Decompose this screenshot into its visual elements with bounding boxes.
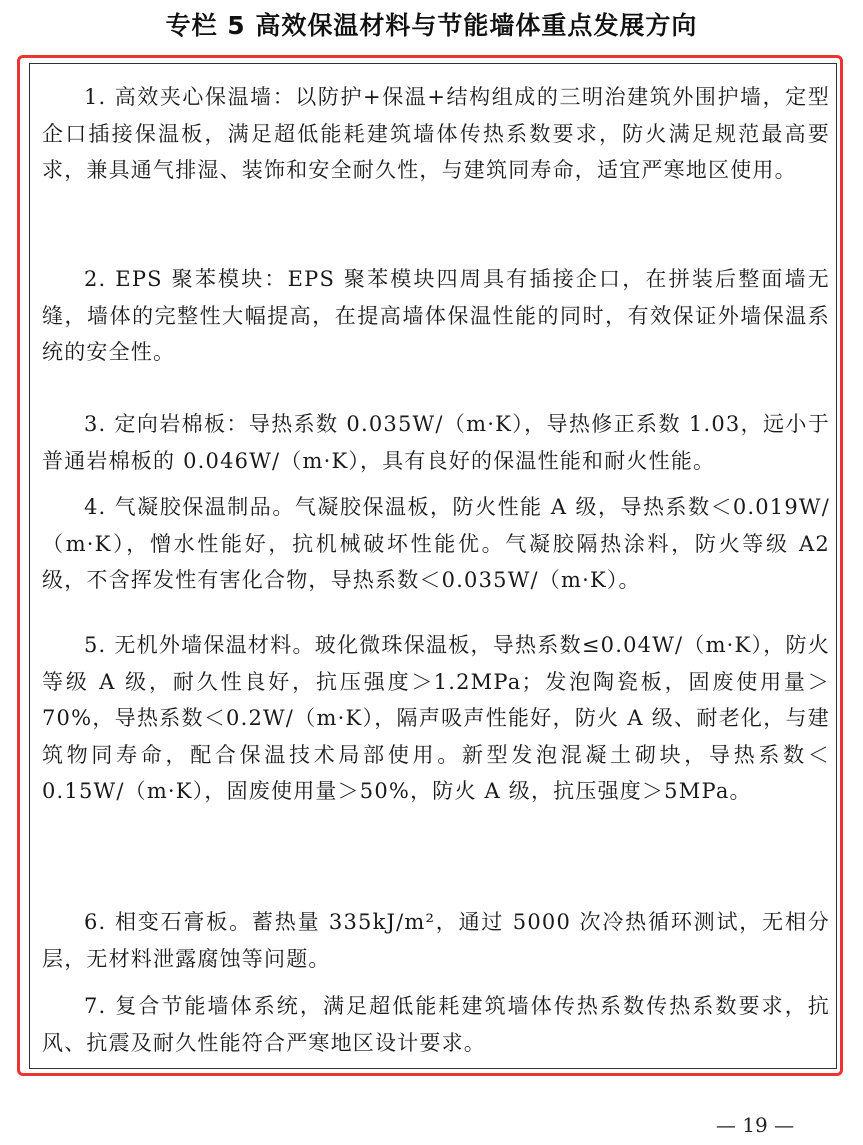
page-number: — 19 — [715, 1113, 795, 1137]
paragraph-item-5: 5. 无机外墙保温材料。玻化微珠保温板，导热系数≤0.04W/（m·K），防火等级 A 级，耐久性良好，抗压强度＞1.2MPa；发泡陶瓷板，固废使用量＞70%，导热系数＜0.2W/（m·K），隔声吸声性能好，防火 A 级、耐老化，与建筑物同寿命，配合保温技术局部使用。新型发泡混凝土砌块，导热系数＜0.15W/（m·K），固废使用量＞50%，防火 A 级，抗压强度＞5MPa。 [42, 633, 830, 803]
paragraph-item-4: 4. 气凝胶保温制品。气凝胶保温板，防火性能 A 级，导热系数＜0.019W/（m·K），憎水性能好，抗机械破坏性能优。气凝胶隔热涂料，防火等级 A2 级，不含挥发性有害化合物，导热系数＜0.035W/（m·K）。 [42, 495, 830, 592]
paragraph-item-3: 3. 定向岩棉板：导热系数 0.035W/（m·K），导热修正系数 1.03，远小于普通岩棉板的 0.046W/（m·K），具有良好的保温性能和耐火性能。 [42, 412, 830, 473]
paragraph-item-2: 2. EPS 聚苯模块：EPS 聚苯模块四周具有插接企口，在拼装后整面墙无缝，墙体的完整性大幅提高，在提高墙体保温性能的同时，有效保证外墙保温系统的安全性。 [42, 267, 830, 364]
document-title: 专栏 5 高效保温材料与节能墙体重点发展方向 [165, 11, 698, 40]
paragraph-item-6: 6. 相变石膏板。蓄热量 335kJ/m²，通过 5000 次冷热循环测试，无相分层，无材料泄露腐蚀等问题。 [42, 910, 830, 971]
paragraph-item-1: 1. 高效夹心保温墙：以防护+保温+结构组成的三明治建筑外围护墙，定型企口插接保温板，满足超低能耗建筑墙体传热系数要求，防火满足规范最高要求，兼具通气排湿、装饰和安全耐久性，与建筑同寿命，适宜严寒地区使用。 [42, 85, 830, 182]
paragraph-item-7: 7. 复合节能墙体系统，满足超低能耗建筑墙体传热系数传热系数要求，抗风、抗震及耐久性能符合严寒地区设计要求。 [42, 994, 830, 1055]
